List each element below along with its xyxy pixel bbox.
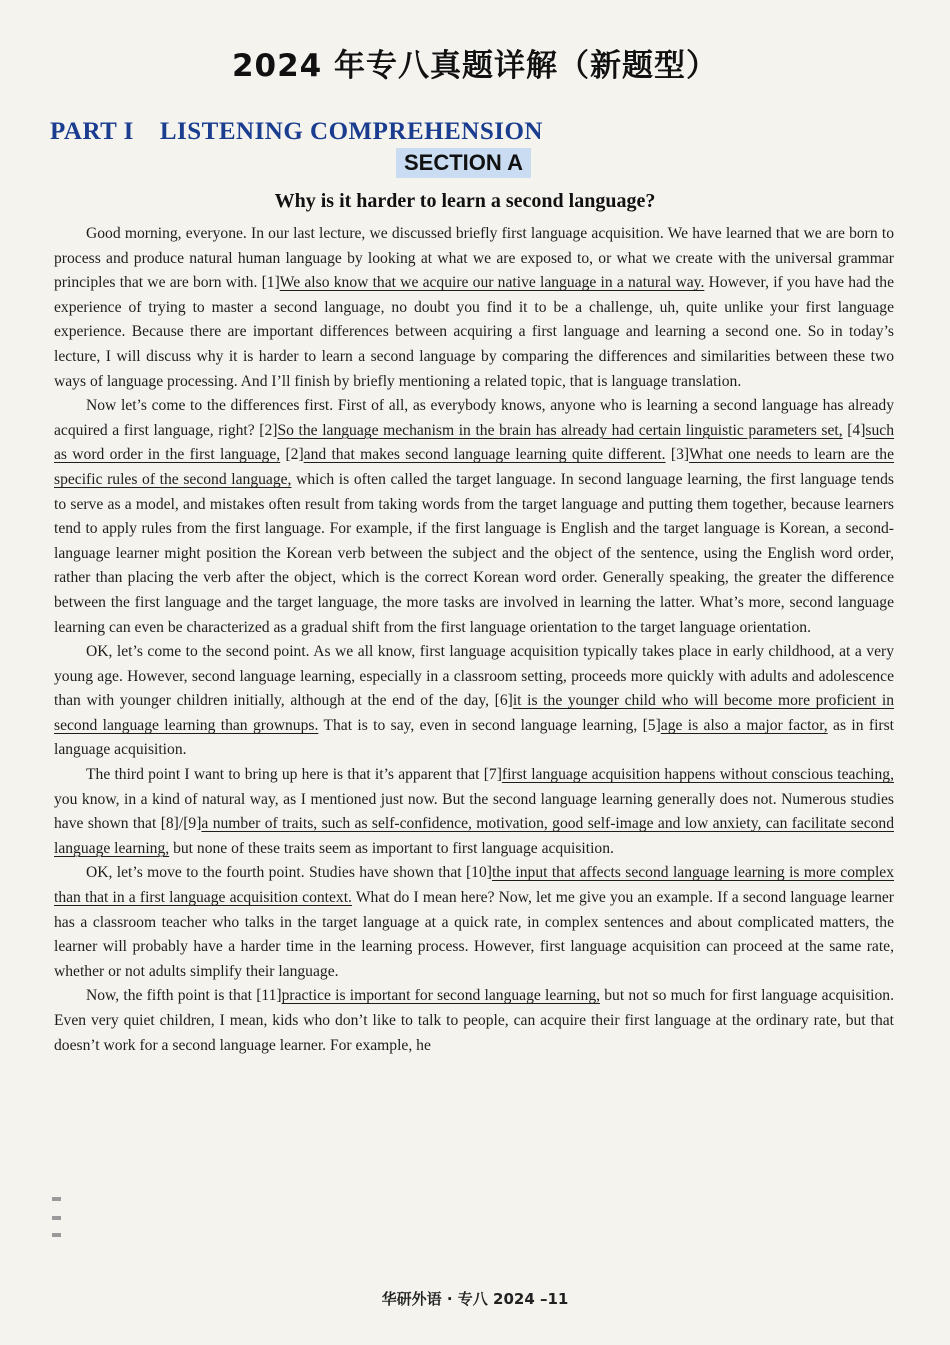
paragraph-text: Now, the fifth point is that [11] <box>86 987 282 1005</box>
binding-mark <box>52 1233 61 1237</box>
paragraph-text: but not so much for first language acquisition. Even very quiet children, I mean, kids who don’t like to talk to people, can acquire their first language at the ordinary rate, but that doesn’t work for a second language learner. For example, he <box>54 987 894 1054</box>
paragraph-text: What do I mean here? Now, let me give you an example. If a second language learner has a classroom teacher who talks in the target language at a quick rate, in complex sentences and about complicated matters, the learner will probably have a harder time in the learning process. However, first language acquisition can proceed at the same rate, whether or not adults simplify their language. <box>54 889 894 980</box>
underlined-answer-text: So the language mechanism in the brain has already had certain linguistic parameters set, <box>277 421 843 439</box>
paragraph-text: OK, let’s come to the second point. As we all know, first language acquisition typically takes place in early childhood, at a very young age. However, second language learning, especially in a classroom setting, proceeds more quickly with adults and adolescence than with younger children initially, although at the end of the day, [6] <box>54 643 894 710</box>
paragraph <box>54 984 894 1058</box>
paragraph-text: Now let’s come to the differences first. First of all, as everybody knows, anyone who is learning a second language has already acquired a first language, right? [2] <box>54 397 894 439</box>
underlined-answer-text: it is the younger child who will become more proficient in second language learning than grownups. <box>54 692 895 734</box>
underlined-answer-text: We also know that we acquire our native language in a natural way. <box>279 274 705 292</box>
page-title: 2024 年专八真题详解（新题型） <box>231 48 719 84</box>
paragraph-text: [4] <box>842 421 866 439</box>
underlined-answer-text: What one needs to learn are the specific rules of the second language, <box>54 446 894 488</box>
underlined-answer-text: and that makes second language learning quite different. <box>303 446 666 464</box>
underlined-answer-text: age is also a major factor, <box>660 716 828 734</box>
section-badge: SECTION A <box>396 148 531 178</box>
paragraph-text: [2] <box>280 446 304 464</box>
paragraph-text: you know, in a kind of natural way, as I mentioned just now. But the second language learning generally does not. Numerous studies have shown that [8]/[9] <box>54 790 894 833</box>
paragraph <box>54 222 894 394</box>
binding-mark <box>52 1197 61 1201</box>
paragraph-text: The third point I want to bring up here is that it’s apparent that [7] <box>86 766 502 784</box>
underlined-answer-text: practice is important for second language learning, <box>281 987 601 1005</box>
underlined-answer-text: a number of traits, such as self-confidence, motivation, good self-image and low anxiety, can facilitate second language learning, <box>54 815 895 857</box>
paragraph-text: which is often called the target language. In second language learning, the first language tends to serve as a model, and mistakes often result from taking words from the target language and putting them together, because learners tend to apply rules from the first language. For example, if the first language is English and the target language is Korean, a second-language learner might position the Korean verb between the subject and the object of the sentence, using the English word order, rather than placing the verb after the object, which is the correct Korean word order. Generally speaking, the greater the difference between the first language and the target language, the more tasks are involved in learning the latter. What’s more, second language learning can even be characterized as a gradual shift from the first language orientation to the target language orientation. <box>54 470 894 636</box>
underlined-answer-text: the input that affects second language learning is more complex than that in a first language acquisition context. <box>54 864 894 907</box>
underlined-answer-text: first language acquisition happens without conscious teaching, <box>501 766 894 784</box>
page-footer: 华研外语 · 专八 2024 –11 <box>381 1290 569 1308</box>
paragraph <box>54 640 894 763</box>
paragraph <box>54 763 894 861</box>
paragraph-text: That is to say, even in second language learning, [5] <box>318 716 661 734</box>
paragraph-text: OK, let’s move to the fourth point. Studies have shown that [10] <box>86 864 492 882</box>
part-heading <box>50 118 543 146</box>
binding-mark <box>52 1216 61 1220</box>
part-name: LISTENING COMPREHENSION <box>159 118 543 145</box>
paragraph-text: but none of these traits seem as important to first language acquisition. <box>169 839 614 857</box>
passage-body <box>54 222 894 1058</box>
passage-heading: Why is it harder to learn a second language? <box>274 190 656 212</box>
paragraph-text: [3] <box>665 446 690 464</box>
underlined-answer-text: such as word order in the first language, <box>54 421 895 464</box>
paragraph-text: Good morning, everyone. In our last lecture, we discussed briefly first language acquisition. We have learned that we are born to process and produce natural human language by looking at what we are exposed to, or what we create with the universal grammar principles that we are born with. [1] <box>54 225 894 292</box>
part-label: PART I <box>50 118 134 145</box>
paragraph <box>54 861 894 984</box>
paragraph-text: However, if you have had the experience of trying to master a second language, no doubt you find it to be a challenge, uh, quite unlike your first language experience. Because there are important differences between acquiring a first language and learning a second one. So in today’s lecture, I will discuss why it is harder to learn a second language by comparing the differences and similarities between these two ways of language processing. And I’ll finish by briefly mentioning a related topic, that is language translation. <box>54 274 894 390</box>
paragraph <box>54 394 894 640</box>
paragraph-text: as in first language acquisition. <box>54 716 895 759</box>
